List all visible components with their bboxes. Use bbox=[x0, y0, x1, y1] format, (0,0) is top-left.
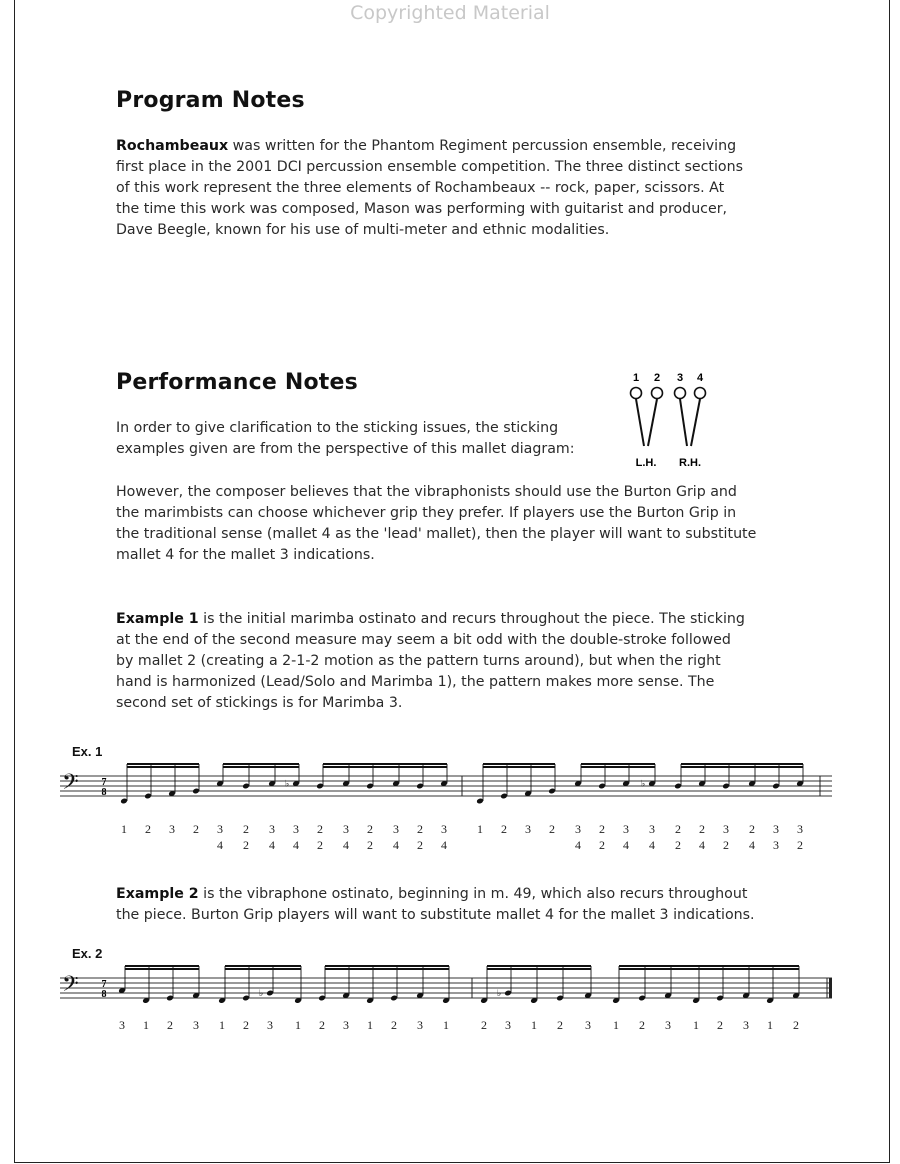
sticking-number: 3 bbox=[623, 822, 629, 836]
flat-icon: ♭ bbox=[641, 779, 646, 790]
sticking-number: 4 bbox=[699, 838, 705, 852]
sticking-number: 4 bbox=[269, 838, 275, 852]
sticking-number: 2 bbox=[717, 1018, 723, 1032]
sticking-number: 1 bbox=[121, 822, 127, 836]
sticking-number: 2 bbox=[417, 838, 423, 852]
sticking-number: 2 bbox=[639, 1018, 645, 1032]
mallet-number-3: 3 bbox=[676, 372, 684, 384]
sticking-number: 3 bbox=[575, 822, 581, 836]
copyright-watermark: Copyrighted Material bbox=[350, 2, 550, 24]
sticking-number: 2 bbox=[243, 822, 249, 836]
sticking-intro-paragraph: In order to give clarification to the sticking issues, the sticking examples given are from the perspective of this mallet diagram: bbox=[116, 420, 575, 457]
example1-staff bbox=[60, 760, 840, 820]
sticking-number: 3 bbox=[797, 822, 803, 836]
mallet-number-1: 1 bbox=[632, 372, 640, 384]
sticking-number: 2 bbox=[599, 822, 605, 836]
sticking-number: 1 bbox=[219, 1018, 225, 1032]
sticking-number: 2 bbox=[317, 838, 323, 852]
sticking-number: 3 bbox=[267, 1018, 273, 1032]
time-signature-top: 7 bbox=[101, 979, 107, 990]
sticking-number: 2 bbox=[367, 838, 373, 852]
mallet-heads bbox=[631, 388, 706, 399]
note-group bbox=[476, 760, 556, 804]
sticking-number: 1 bbox=[477, 822, 483, 836]
performance-notes-heading: Performance Notes bbox=[116, 370, 358, 395]
staff-lines bbox=[60, 776, 832, 796]
sticking-number: 1 bbox=[613, 1018, 619, 1032]
sticking-number: 3 bbox=[723, 822, 729, 836]
bass-clef-icon: 𝄢 bbox=[62, 972, 79, 1002]
time-signature-bottom: 8 bbox=[101, 989, 107, 1000]
staff-lines bbox=[60, 978, 832, 998]
sticking-number: 2 bbox=[797, 838, 803, 852]
ex2-label: Ex. 2 bbox=[72, 946, 103, 961]
sticking-number: 1 bbox=[531, 1018, 537, 1032]
left-hand-label: L.H. bbox=[635, 457, 657, 469]
sticking-number: 3 bbox=[773, 822, 779, 836]
bass-clef-icon: 𝄢 bbox=[62, 770, 79, 800]
program-notes-paragraph: Rochambeaux was written for the Phantom Regiment percussion ensemble, receiving first place in the 2001 DCI percussion ensemble competition. The three distinct sections of this work represent the three elements of Rochambeaux -- rock, paper, scissors. At the time this work was composed, Mason was performing with guitarist and producer, Dave Beegle, known for his use of multi-meter and ethnic modalities. bbox=[116, 138, 743, 238]
mallet-number-4: 4 bbox=[696, 372, 704, 384]
sticking-number: 3 bbox=[505, 1018, 511, 1032]
sticking-number: 2 bbox=[793, 1018, 799, 1032]
sticking-number: 2 bbox=[699, 822, 705, 836]
sticking-number: 3 bbox=[393, 822, 399, 836]
sticking-number: 2 bbox=[193, 822, 199, 836]
sticking-number: 2 bbox=[417, 822, 423, 836]
sticking-number: 4 bbox=[623, 838, 629, 852]
right-hand-label: R.H. bbox=[679, 457, 701, 469]
example1-sticking-row-2 bbox=[0, 838, 900, 854]
note-group bbox=[574, 760, 656, 790]
flat-icon: ♭ bbox=[497, 989, 502, 999]
sticking-number: 4 bbox=[393, 838, 399, 852]
sticking-number: 3 bbox=[649, 822, 655, 836]
example1-sticking-row-1 bbox=[0, 822, 900, 838]
sticking-number: 2 bbox=[723, 838, 729, 852]
program-notes-heading: Program Notes bbox=[116, 88, 305, 113]
sticking-number: 2 bbox=[391, 1018, 397, 1032]
sticking-number: 2 bbox=[167, 1018, 173, 1032]
sticking-number: 2 bbox=[367, 822, 373, 836]
time-signature-bottom: 8 bbox=[101, 787, 107, 798]
sticking-number: 4 bbox=[343, 838, 349, 852]
sticking-number: 4 bbox=[441, 838, 447, 852]
sticking-number: 3 bbox=[343, 1018, 349, 1032]
sticking-number: 4 bbox=[575, 838, 581, 852]
note-group bbox=[120, 760, 200, 804]
sticking-number: 2 bbox=[145, 822, 151, 836]
time-signature-top: 7 bbox=[101, 777, 107, 788]
sticking-number: 2 bbox=[481, 1018, 487, 1032]
sticking-number: 2 bbox=[243, 838, 249, 852]
note-group bbox=[216, 760, 300, 790]
sticking-number: 3 bbox=[193, 1018, 199, 1032]
sticking-number: 3 bbox=[169, 822, 175, 836]
sticking-number: 2 bbox=[557, 1018, 563, 1032]
sticking-number: 1 bbox=[443, 1018, 449, 1032]
sticking-number: 2 bbox=[319, 1018, 325, 1032]
sticking-number: 3 bbox=[525, 822, 531, 836]
example2-paragraph: Example 2 is the vibraphone ostinato, beginning in m. 49, which also recurs throughout the piece. Burton Grip players will want to substitute mallet 4 for the mallet 3 indications. bbox=[116, 886, 755, 923]
mallet-number-2: 2 bbox=[653, 372, 661, 384]
sticking-number: 3 bbox=[665, 1018, 671, 1032]
sticking-number: 2 bbox=[501, 822, 507, 836]
sticking-number: 3 bbox=[417, 1018, 423, 1032]
example1-paragraph: Example 1 is the initial marimba ostinato and recurs throughout the piece. The sticking at the end of the second measure may seem a bit odd with the double-stroke followed by mallet 2 (creating a 2-1-2 motion as the pattern turns around), but when the right hand is harmonized (Lead/Solo and Marimba 1), the pattern makes more sense. The second set of stickings is for Marimba 3. bbox=[116, 611, 745, 711]
flat-icon: ♭ bbox=[259, 989, 264, 999]
sticking-number: 4 bbox=[293, 838, 299, 852]
sticking-number: 2 bbox=[749, 822, 755, 836]
mallet-shafts bbox=[636, 399, 700, 446]
example2-sticking-row bbox=[0, 1018, 900, 1034]
sticking-number: 4 bbox=[749, 838, 755, 852]
sticking-number: 4 bbox=[649, 838, 655, 852]
sticking-number: 1 bbox=[143, 1018, 149, 1032]
sticking-number: 2 bbox=[549, 822, 555, 836]
sticking-number: 2 bbox=[675, 838, 681, 852]
grip-paragraph: However, the composer believes that the vibraphonists should use the Burton Grip and the marimbists can choose whichever grip they prefer. If players use the Burton Grip in the traditional sense (mallet 4 as the 'lead' mallet), then the player will want to substitute mallet 4 for the mallet 3 indications. bbox=[116, 484, 757, 563]
sticking-number: 2 bbox=[675, 822, 681, 836]
sticking-number: 3 bbox=[269, 822, 275, 836]
sticking-number: 1 bbox=[295, 1018, 301, 1032]
sticking-number: 3 bbox=[585, 1018, 591, 1032]
note-group bbox=[316, 760, 448, 789]
sticking-number: 3 bbox=[293, 822, 299, 836]
flat-icon: ♭ bbox=[285, 779, 290, 790]
example2-label-bold: Example 2 bbox=[116, 886, 199, 902]
sticking-number: 2 bbox=[317, 822, 323, 836]
ex1-label: Ex. 1 bbox=[72, 744, 103, 759]
sticking-number: 1 bbox=[693, 1018, 699, 1032]
sticking-number: 4 bbox=[217, 838, 223, 852]
sticking-number: 3 bbox=[343, 822, 349, 836]
sticking-number: 2 bbox=[599, 838, 605, 852]
sticking-number: 3 bbox=[119, 1018, 125, 1032]
sticking-number: 1 bbox=[767, 1018, 773, 1032]
sticking-number: 3 bbox=[773, 838, 779, 852]
sticking-number: 3 bbox=[743, 1018, 749, 1032]
sticking-number: 3 bbox=[441, 822, 447, 836]
rochambeaux-title: Rochambeaux bbox=[116, 138, 229, 154]
mallet-diagram bbox=[620, 366, 720, 476]
sticking-number: 2 bbox=[243, 1018, 249, 1032]
sticking-number: 1 bbox=[367, 1018, 373, 1032]
note-group bbox=[674, 760, 804, 789]
example2-staff bbox=[60, 960, 840, 1016]
example1-label-bold: Example 1 bbox=[116, 611, 199, 627]
sticking-number: 3 bbox=[217, 822, 223, 836]
